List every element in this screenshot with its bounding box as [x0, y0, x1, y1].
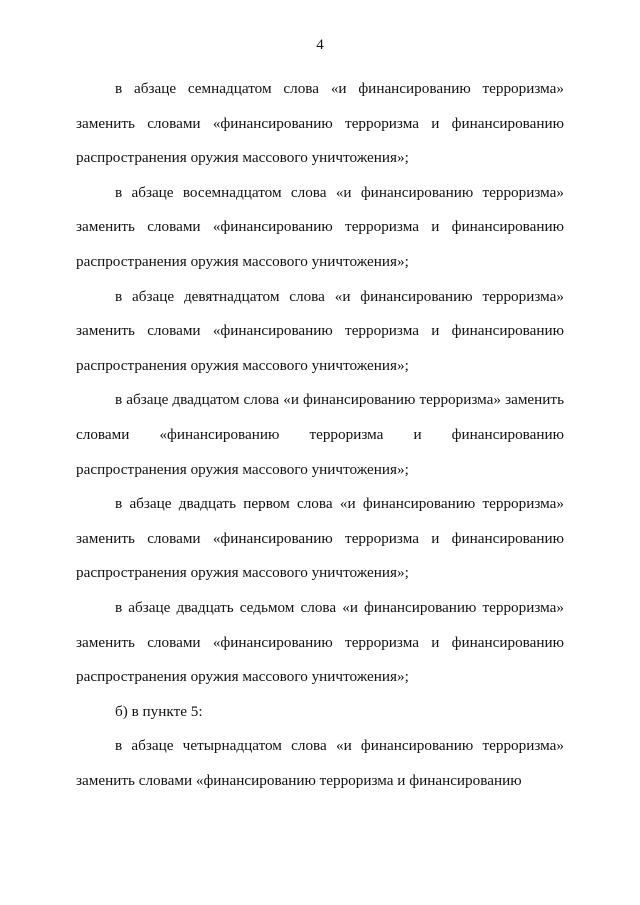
paragraph-abzac-20: в абзаце двадцатом слова «и финансированию терроризма» заменить словами «финансированию терроризма и финансированию распространения оружия массового уничтожения»; [76, 391, 564, 478]
paragraph-abzac-27: в абзаце двадцать седьмом слова «и финансированию терроризма» заменить словами «финансированию терроризма и финансированию распространения оружия массового уничтожения»; [76, 598, 564, 686]
page-number: 4 [316, 37, 324, 53]
paragraph-abzac-14: в абзаце четырнадцатом слова «и финансированию терроризма» заменить словами «финансированию терроризма и финансированию [76, 737, 564, 789]
paragraph-abzac-21: в абзаце двадцать первом слова «и финансированию терроризма» заменить словами «финансированию терроризма и финансированию распространения оружия массового уничтожения»; [76, 495, 564, 582]
document-body [76, 72, 564, 798]
paragraph-abzac-19: в абзаце девятнадцатом слова «и финансированию терроризма» заменить словами «финансированию терроризма и финансированию распространения оружия массового уничтожения»; [76, 287, 564, 374]
paragraph-punkt-5-heading: б) в пункте 5: [115, 702, 203, 720]
paragraph-abzac-18: в абзаце восемнадцатом слова «и финансированию терроризма» заменить словами «финансированию терроризма и финансированию распространения оружия массового уничтожения»; [76, 183, 564, 270]
paragraph-abzac-17: в абзаце семнадцатом слова «и финансированию терроризма» заменить словами «финансированию терроризма и финансированию распространения оружия массового уничтожения»; [76, 80, 564, 167]
